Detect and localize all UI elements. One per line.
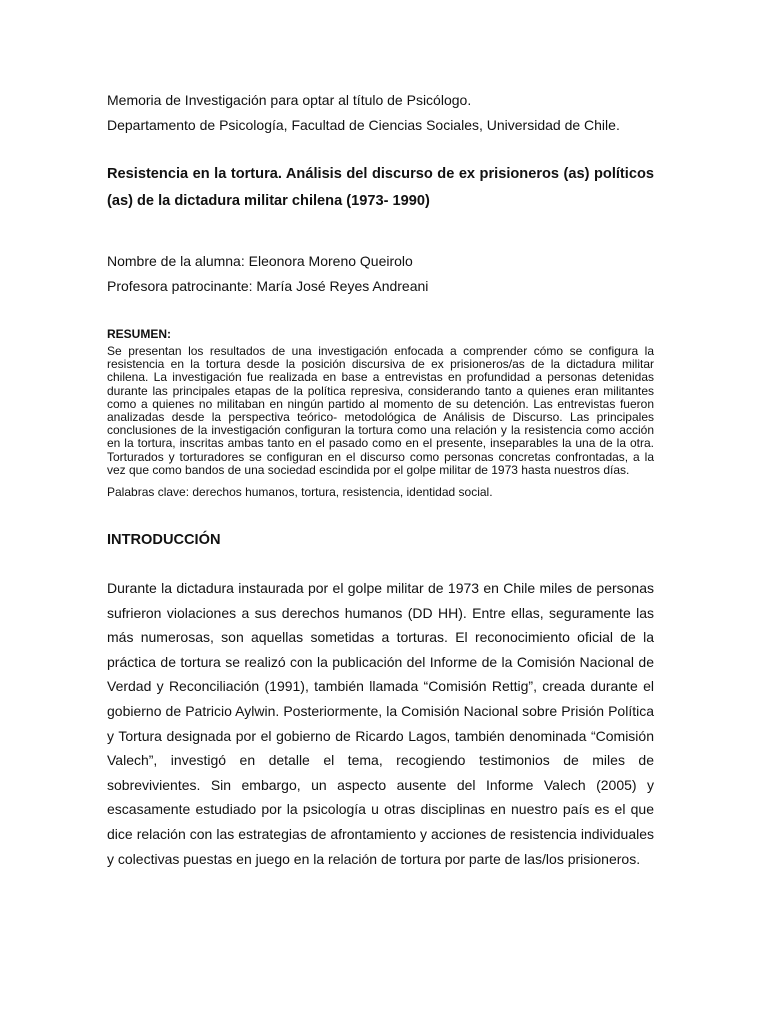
abstract-heading: RESUMEN: [107,327,172,341]
advisor-name: Profesora patrocinante: María José Reyes Andreani [107,278,429,294]
department-line: Departamento de Psicología, Facultad de Ciencias Sociales, Universidad de Chile. [107,117,620,133]
student-name: Nombre de la alumna: Eleonora Moreno Queirolo [107,253,413,269]
paper-title: Resistencia en la tortura. Análisis del discurso de ex prisioneros (as) políticos (as) de la dictadura militar chilena (1973- 1990) [107,166,654,209]
introduction-paragraph: Durante la dictadura instaurada por el golpe militar de 1973 en Chile miles de personas sufrieron violaciones a sus derechos humanos (DD HH). Entre ellas, seguramente las más numerosas, son aquellas sometidas a torturas. El reconocimiento oficial de la práctica de tortura se realizó con la publicación del Informe de la Comisión Nacional de Verdad y Reconciliación (1991), también llamada “Comisión Rettig”, creada durante el gobierno de Patricio Aylwin. Posteriormente, la Comisión Nacional sobre Prisión Política y Tortura designada por el gobierno de Ricardo Lagos, también denominada “Comisión Valech”, investigó en detalle el tema, recogiendo testimonios de miles de sobrevivientes. Sin embargo, un aspecto ausente del Informe Valech (2005) y escasamente estudiado por la psicología u otras disciplinas en nuestro país es el que dice relación con las estrategias de afrontamiento y acciones de resistencia individuales y colectivas puestas en juego en la relación de tortura por parte de las/los prisioneros. [107,580,654,867]
author-block [107,249,654,299]
abstract-body: Se presentan los resultados de una investigación enfocada a comprender cómo se configura la resistencia en la tortura desde la posición discursiva de ex prisioneros/as de la dictadura militar chilena. La investigación fue realizada en base a entrevistas en profundidad a personas detenidas durante las principales etapas de la política represiva, considerando tanto a quienes eran militantes como a quienes no militaban en ningún partido al momento de su detención. Las entrevistas fueron analizadas desde la perspectiva teórico- metodológica de Análisis de Discurso. Las principales conclusiones de la investigación configuran la tortura como una relación y la resistencia como acción en la tortura, inscritas ambas tanto en el pasado como en el presente, inseparables la una de la otra. Torturados y torturadores se configuran en el discurso como personas concretas confrontadas, a la vez que como bandos de una sociedad escindida por el golpe militar de 1973 hasta nuestros días. [107,344,654,477]
document-page [107,88,654,871]
introduction-heading: INTRODUCCIÓN [107,532,221,549]
keywords-line: Palabras clave: derechos humanos, tortura, resistencia, identidad social. [107,485,493,500]
thesis-type-line: Memoria de Investigación para optar al título de Psicólogo. [107,92,472,108]
